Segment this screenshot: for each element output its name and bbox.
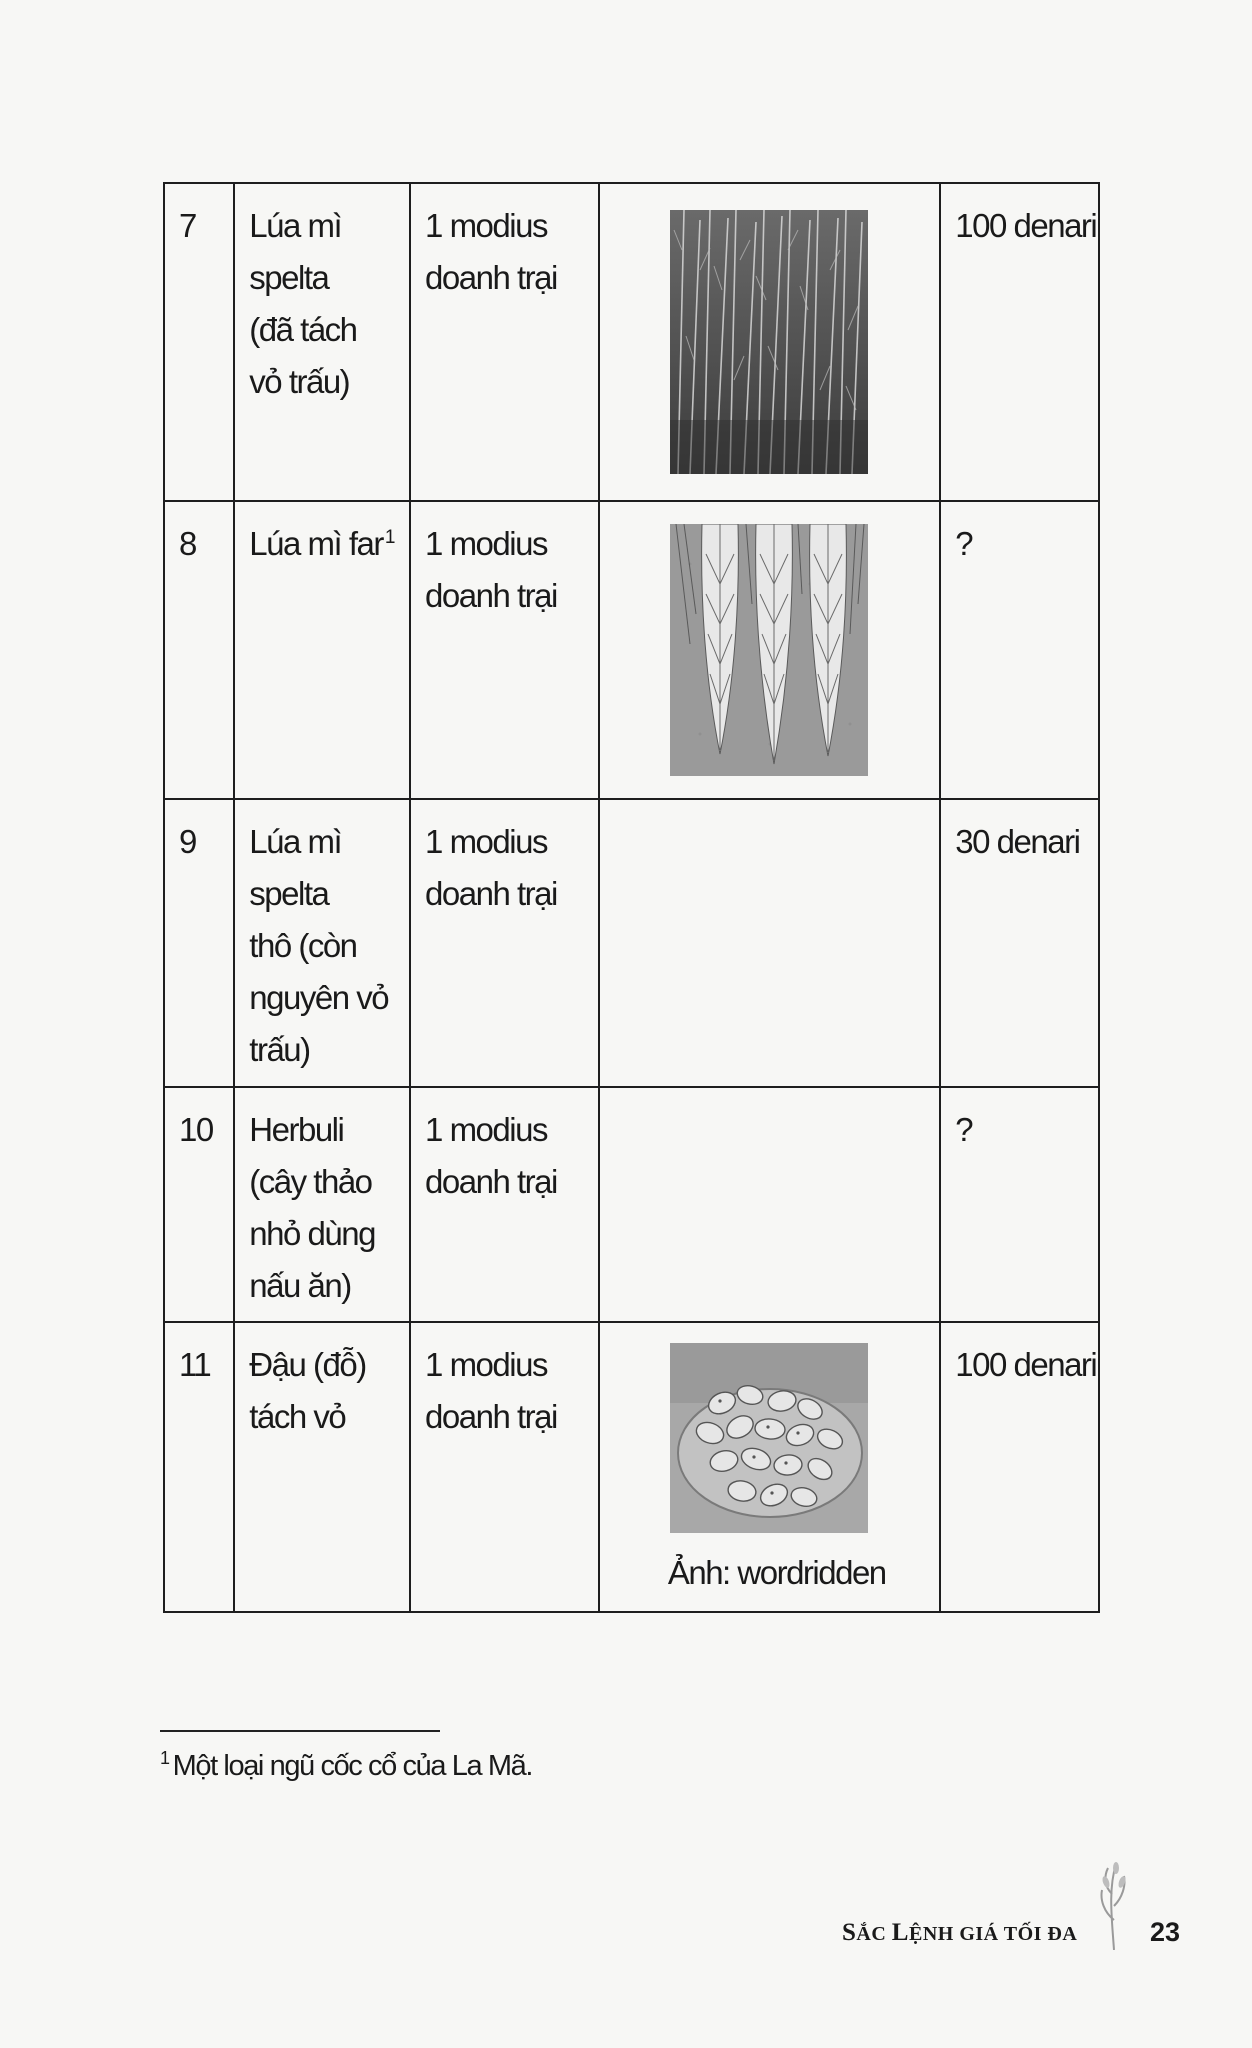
wheat-field-photo	[670, 210, 868, 474]
item-number: 8	[179, 525, 196, 562]
item-name-line: nấu ăn)	[249, 1267, 351, 1304]
item-number-cell	[164, 799, 234, 1087]
unit-line: doanh trại	[425, 875, 557, 912]
table-row	[164, 1087, 1099, 1322]
footnote-divider	[160, 1730, 440, 1732]
table-row	[164, 501, 1099, 799]
unit-line: 1 modius	[425, 1346, 547, 1383]
item-name-cell	[234, 1087, 410, 1322]
running-title-part: ẮC	[856, 1923, 892, 1945]
photo-caption: Ảnh: wordridden	[667, 1554, 886, 1591]
unit-cell	[410, 1322, 599, 1612]
item-name-line: Lúa mì	[249, 207, 342, 244]
unit-line: 1 modius	[425, 823, 547, 860]
item-name-line: trấu)	[249, 1031, 310, 1068]
price-value: 100 denari	[955, 1346, 1097, 1383]
footnote	[160, 1750, 532, 1783]
page-number: 23	[1150, 1917, 1181, 1947]
unit-line: 1 modius	[425, 525, 547, 562]
table-row	[164, 799, 1099, 1087]
item-name-line: (cây thảo	[249, 1163, 372, 1200]
footnote-text: Một loại ngũ cốc cổ của La Mã.	[172, 1750, 533, 1782]
wheat-ears-photo	[670, 524, 868, 776]
image-cell	[599, 183, 940, 501]
item-number-cell	[164, 1322, 234, 1612]
unit-cell	[410, 1087, 599, 1322]
item-name-line: spelta	[249, 259, 329, 296]
unit-cell	[410, 183, 599, 501]
price-table	[163, 182, 1100, 1613]
item-number-cell	[164, 183, 234, 501]
item-name-line: spelta	[249, 875, 329, 912]
item-name-line: vỏ trấu)	[249, 363, 350, 400]
item-name-cell	[234, 1322, 410, 1612]
footnote-number: 1	[160, 1748, 169, 1769]
item-name-line: Đậu (đỗ)	[249, 1346, 366, 1383]
price-value: ?	[955, 1111, 973, 1148]
price-value: 30 denari	[955, 823, 1080, 860]
unit-line: 1 modius	[425, 207, 547, 244]
unit-line: doanh trại	[425, 259, 557, 296]
item-name-cell	[234, 183, 410, 501]
image-cell	[599, 1322, 940, 1612]
price-value: ?	[955, 525, 973, 562]
running-title-part: S	[842, 1919, 857, 1946]
item-number: 10	[179, 1111, 213, 1148]
price-cell	[940, 1322, 1099, 1612]
item-name-cell	[234, 799, 410, 1087]
item-number-cell	[164, 1087, 234, 1322]
image-cell	[599, 501, 940, 799]
item-number: 9	[179, 823, 196, 860]
unit-cell	[410, 799, 599, 1087]
item-name-line: tách vỏ	[249, 1398, 346, 1435]
item-number: 11	[179, 1346, 211, 1383]
image-cell	[599, 1087, 940, 1322]
unit-line: doanh trại	[425, 1163, 557, 1200]
unit-line: doanh trại	[425, 577, 557, 614]
running-title	[842, 1919, 1077, 1947]
table-row	[164, 183, 1099, 501]
item-name-line: nguyên vỏ	[249, 979, 389, 1016]
item-name-line: thô (còn	[249, 927, 357, 964]
item-name-line: nhỏ dùng	[249, 1215, 375, 1252]
unit-cell	[410, 501, 599, 799]
running-title-part: ỆNH GIÁ TỐI ĐA	[908, 1923, 1078, 1945]
price-value: 100 denari	[955, 207, 1097, 244]
item-name-cell	[234, 501, 410, 799]
footnote-reference: 1	[384, 527, 394, 548]
table-row	[164, 1322, 1099, 1612]
item-name-line: Herbuli	[249, 1111, 344, 1148]
item-name-line: Lúa mì	[249, 823, 342, 860]
unit-line: 1 modius	[425, 1111, 547, 1148]
price-cell	[940, 501, 1099, 799]
item-number-cell	[164, 501, 234, 799]
shelled-beans-photo	[670, 1343, 868, 1533]
unit-line: doanh trại	[425, 1398, 557, 1435]
wheat-ornament-icon	[1094, 1860, 1134, 1955]
item-name-line: Lúa mì far	[249, 525, 383, 562]
image-cell	[599, 799, 940, 1087]
running-title-part: L	[891, 1919, 909, 1946]
price-cell	[940, 799, 1099, 1087]
price-cell	[940, 183, 1099, 501]
price-cell	[940, 1087, 1099, 1322]
item-number: 7	[179, 207, 196, 244]
item-name-line: (đã tách	[249, 311, 357, 348]
